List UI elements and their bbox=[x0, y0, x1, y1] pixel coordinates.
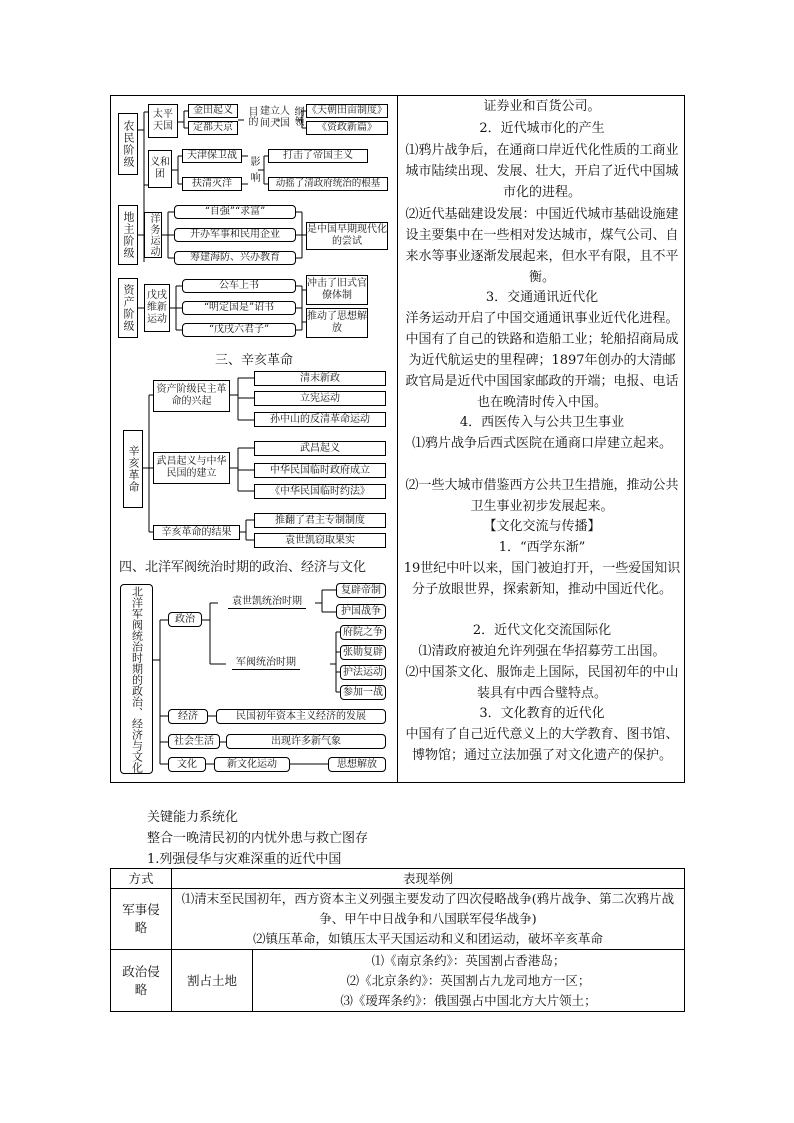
th-examples: 表现举例 bbox=[172, 869, 685, 889]
bottom-heading: 关键能力系统化 bbox=[147, 810, 239, 825]
s4-wenhua: 文化 bbox=[168, 757, 206, 772]
node-mingding: “明定国是”诏书 bbox=[182, 301, 296, 315]
s3-b2-item-2: 《中华民国临时约法》 bbox=[254, 484, 386, 499]
rc-c3: 3．文化教育的近代化 bbox=[479, 706, 605, 721]
stage-bourgeois: 资产阶级 bbox=[118, 278, 138, 338]
column-divider bbox=[397, 95, 398, 783]
label-gangling: 纲领 bbox=[292, 106, 303, 126]
row-military-a: ⑴清末至民国初年，西方资本主义列强主要发动了四次侵略战争(鸦片战争、第二次鸦片战争、甲午中日战争和八国联军侵华战争) bbox=[181, 891, 675, 926]
node-liujunzi: “戊戌六君子” bbox=[182, 323, 296, 337]
s4-wenhua-item: 新文化运动 bbox=[214, 757, 290, 772]
rc-c3p: 中国有了自己近代意义上的大学教育、图书馆、博物馆；通过立法加强了对文化遗产的保护。 bbox=[405, 727, 679, 763]
rc-p4a: ⑴鸦片战争后西式医院在通商口岸建立起来。 bbox=[411, 436, 672, 451]
node-daji: 打击了帝国主义 bbox=[268, 149, 368, 163]
node-zaoqi: 是中国早期现代化的尝试 bbox=[306, 222, 388, 250]
node-zizheng: 《资政新篇》 bbox=[306, 121, 388, 135]
s3-branch1: 资产阶级民主革命的兴起 bbox=[153, 380, 230, 412]
rc-c1p: 19世纪中叶以来，国门被迫打开，一些爱国知识分子放眼世界，探索新知，推动中国近代化。 bbox=[403, 561, 681, 597]
rc-c2b: ⑵中国茶文化、服饰走上国际，民国初年的中山装具有中西合璧特点。 bbox=[405, 665, 679, 701]
s4-root: 北洋军阀统治时期的政治、经济与文化 bbox=[120, 584, 153, 774]
s4-jingji: 经济 bbox=[168, 709, 208, 724]
row-political-land: 割占土地 bbox=[172, 950, 253, 1012]
th-method: 方式 bbox=[111, 869, 172, 889]
rc-h3: 3．交通通讯近代化 bbox=[485, 290, 599, 305]
node-gongche: 公车上书 bbox=[182, 279, 296, 293]
s4-junfa-item-1: 张勋复辟 bbox=[340, 645, 386, 660]
rc-c1: 1．“西学东渐” bbox=[498, 540, 586, 555]
rc-line0: 证券业和百货公司。 bbox=[483, 99, 601, 114]
node-tianchao: 《天朝田亩制度》 bbox=[307, 105, 387, 116]
node-tianjin: 天津保卫战 bbox=[182, 149, 242, 163]
node-dongyao: 动摇了清政府统治的根基 bbox=[268, 177, 388, 191]
s4-shehui-item: 出现许多新气象 bbox=[226, 734, 386, 749]
s4-yuan-item-0: 复辟帝制 bbox=[336, 583, 386, 598]
s3-b1-item-2: 孙中山的反清革命运动 bbox=[254, 412, 386, 427]
rc-c2a: ⑴清政府被迫允许列强在华招募劳工出国。 bbox=[418, 644, 666, 659]
s4-junfa-item-0: 府院之争 bbox=[340, 625, 386, 640]
treaty-nanjing: ⑴《南京条约》：英国割占香港岛； bbox=[371, 952, 566, 968]
node-tuidong: 推动了思想解放 bbox=[306, 308, 368, 338]
s4-junfa-item-2: 护法运动 bbox=[340, 665, 386, 680]
label-jianli: 建立人间天国 bbox=[260, 106, 290, 129]
s4-jingji-item: 民国初年资本主义经济的发展 bbox=[216, 709, 386, 724]
row-military-b: ⑵镇压革命，如镇压太平天国运动和义和团运动，破坏辛亥革命 bbox=[252, 931, 603, 946]
node-taiping: 太平天国 bbox=[148, 104, 178, 138]
bottom-subheading: 整合一晚清民初的内忧外患与救亡图存 bbox=[147, 831, 369, 846]
node-ziqiang: “自强”“求富” bbox=[174, 205, 296, 219]
rc-bracket: 【文化交流与传播】 bbox=[483, 519, 601, 534]
s3-b1-item-0: 清末新政 bbox=[254, 371, 386, 386]
s4-yuan-item-1: 护国战争 bbox=[336, 604, 386, 619]
label-mudi: 目的 bbox=[246, 106, 257, 126]
row-political: 政治侵略 bbox=[111, 950, 172, 1012]
rc-h2: 2．近代城市化的产生 bbox=[479, 121, 605, 136]
s3-b3-item-0: 推翻了君主专制制度 bbox=[254, 513, 386, 528]
node-jintian: 金田起义 bbox=[188, 104, 238, 118]
s3-root: 辛亥革命 bbox=[123, 430, 143, 508]
bottom-table-title: 1.列强侵华与灾难深重的近代中国 bbox=[147, 852, 342, 867]
treaty-beijing: ⑵《北京条约》：英国割占九龙司地方一区； bbox=[346, 972, 591, 988]
s4-wenhua-result: 思想解放 bbox=[328, 757, 386, 772]
rc-p3: 洋务运动开启了中国交通通讯事业近代化进程。中国有了自己的铁路和造船工业；轮船招商局成为近代航运史的里程碑；1897年创办的大清邮政官局是近代中国国家邮政的开端；电报、电话也在晚清时传入中国。 bbox=[405, 311, 679, 410]
s3-b2-item-0: 武昌起义 bbox=[254, 441, 386, 456]
row-military: 军事侵略 bbox=[111, 889, 172, 950]
section3-title: 三、辛亥革命 bbox=[215, 353, 294, 368]
s3-branch3: 辛亥革命的结果 bbox=[153, 525, 240, 540]
s3-branch2: 武昌起义与中华民国的建立 bbox=[153, 452, 230, 484]
rc-p2b: ⑵近代基础建设发展：中国近代城市基础设施建设主要集中在一些相对发达城市，煤气公司、自来水等事业逐渐发展起来，但水平有限，且不平衡。 bbox=[405, 207, 679, 285]
label-yingxiang: 影响 bbox=[248, 156, 259, 188]
node-dingdu: 定都天京 bbox=[188, 121, 238, 135]
s3-b2-item-1: 中华民国临时政府成立 bbox=[254, 463, 386, 478]
s4-junfa-item-3: 参加一战 bbox=[340, 685, 386, 700]
invasion-table bbox=[110, 868, 685, 1012]
stage-landlord: 地主阶级 bbox=[118, 205, 138, 265]
s4-yuan: 袁世凯统治时期 bbox=[228, 596, 306, 609]
section4-title: 四、北洋军阀统治时期的政治、经济与文化 bbox=[119, 560, 367, 575]
node-kaiban: 开办军事和民用企业 bbox=[174, 228, 296, 242]
node-yangwu: 洋务运动 bbox=[144, 212, 162, 258]
s3-b1-item-1: 立宪运动 bbox=[254, 391, 386, 406]
s4-junfa: 军阀统治时期 bbox=[232, 657, 300, 670]
s4-zhengzhi: 政治 bbox=[168, 612, 202, 627]
rc-p4b: ⑵一些大城市借鉴西方公共卫生措施，推动公共卫生事业初步发展起来。 bbox=[405, 478, 679, 514]
rc-c2: 2．近代文化交流国际化 bbox=[472, 623, 612, 638]
stage-peasant: 农民阶级 bbox=[118, 113, 138, 175]
node-fuqing: 扶清灭洋 bbox=[182, 177, 242, 191]
rc-p2a: ⑴鸦片战争后，在通商口岸近代化性质的工商业城市陆续出现、发展、壮大，开启了近代中国城市化的进程。 bbox=[405, 143, 679, 200]
s3-b3-item-1: 袁世凯窃取果实 bbox=[254, 533, 386, 548]
s4-shehui: 社会生活 bbox=[168, 734, 220, 749]
node-chongji: 冲击了旧式官僚体制 bbox=[306, 275, 368, 305]
node-choujian: 筹建海防、兴办教育 bbox=[174, 251, 296, 265]
treaty-aihui: ⑶《瑷珲条约》：俄国强占中国北方大片领土； bbox=[340, 992, 597, 1008]
node-wuxu: 戊戌维新运动 bbox=[144, 284, 170, 332]
node-yihetuan: 义和团 bbox=[148, 150, 172, 188]
rc-h4: 4．西医传入与公共卫生事业 bbox=[459, 415, 625, 430]
